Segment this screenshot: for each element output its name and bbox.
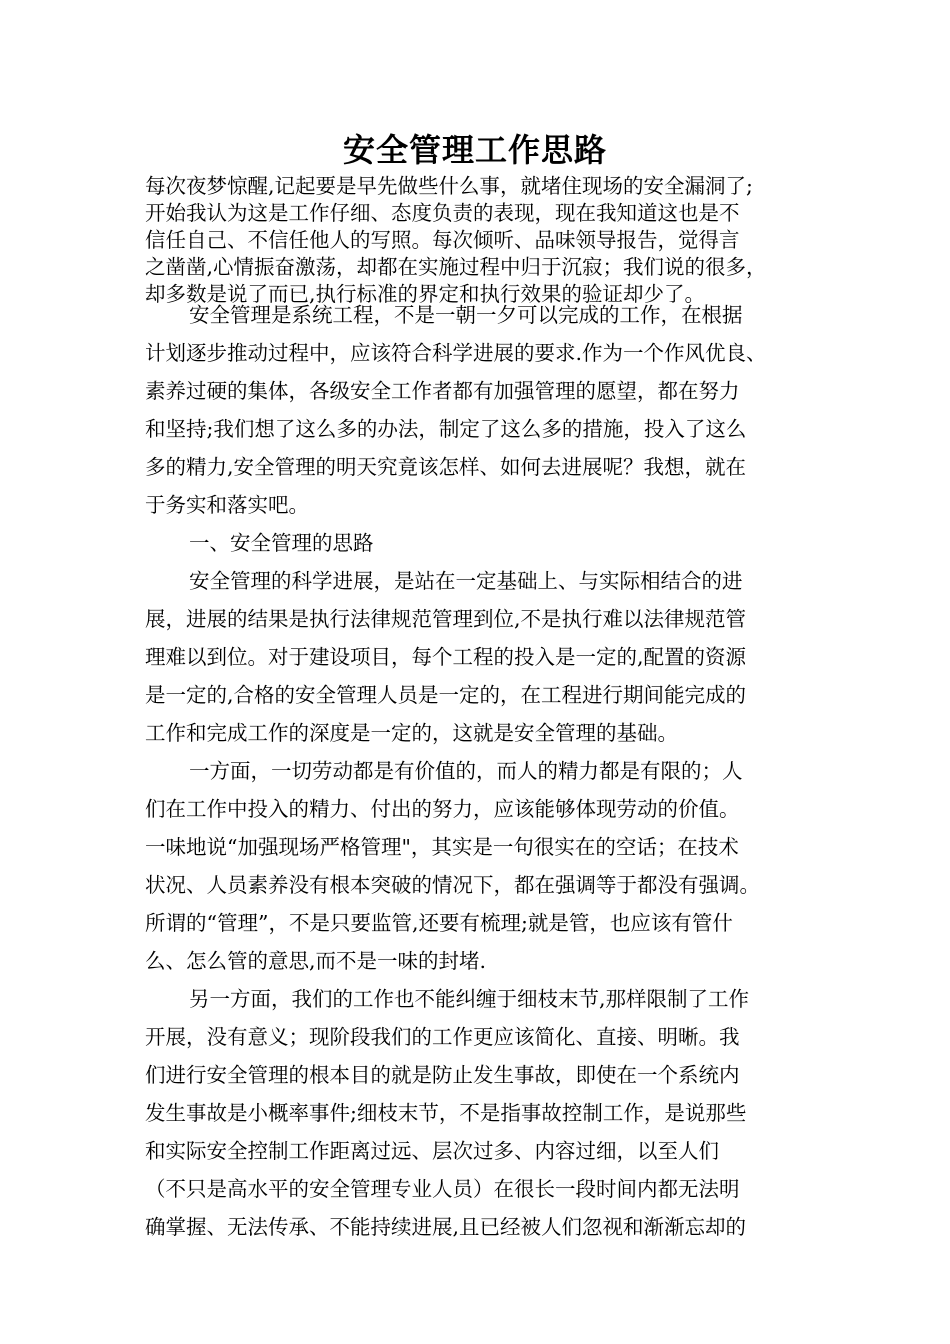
paragraph-line: 发生事故是小概率事件;细枝末节，不是指事故控制工作，是说那些 xyxy=(145,1101,747,1125)
paragraph-other-side xyxy=(145,980,825,1246)
paragraph-line: 安全管理是系统工程，不是一朝一夕可以完成的工作，在根据 xyxy=(189,303,743,327)
paragraph-line: 和实际安全控制工作距离过远、层次过多、内容过细，以至人们 xyxy=(145,1139,719,1163)
intro-line: 信任自己、不信任他人的写照。每次倾听、品味领导报告，觉得言 xyxy=(145,228,740,252)
paragraph-line: 计划逐步推动过程中，应该符合科学进展的要求.作为一个作风优良、 xyxy=(145,341,767,365)
paragraph-line: 确掌握、无法传承、不能持续进展,且已经被人们忽视和渐渐忘却的 xyxy=(145,1215,747,1239)
intro-line: 之凿凿,心情振奋激荡，却都在实施过程中归于沉寂；我们说的很多， xyxy=(145,255,767,279)
intro-line: 却多数是说了而已,执行标准的界定和执行效果的验证却少了。 xyxy=(145,282,706,306)
document-title: 安全管理工作思路 xyxy=(342,131,607,169)
paragraph-line: 素养过硬的集体，各级安全工作者都有加强管理的愿望，都在努力 xyxy=(145,379,740,403)
paragraph-line: 理难以到位。对于建设项目，每个工程的投入是一定的,配置的资源 xyxy=(145,645,747,669)
paragraph-line: 安全管理的科学进展，是站在一定基础上、与实际相结合的进 xyxy=(189,569,743,593)
paragraph-line: 一方面，一切劳动都是有价值的，而人的精力都是有限的；人 xyxy=(189,759,743,783)
paragraph-line: 么、怎么管的意思,而不是一味的封堵. xyxy=(145,949,487,973)
paragraph-line: 们进行安全管理的根本目的就是防止发生事故，即使在一个系统内 xyxy=(145,1063,740,1087)
paragraph-line: 展，进展的结果是执行法律规范管理到位,不是执行难以法律规范管 xyxy=(145,607,747,631)
paragraph-line: 一味地说“加强现场严格管理"，其实是一句很实在的空话；在技术 xyxy=(145,835,739,859)
paragraph-line: 另一方面，我们的工作也不能纠缠于细枝末节,那样限制了工作 xyxy=(189,987,750,1011)
paragraph-system-engineering xyxy=(145,296,825,524)
intro-line: 开始我认为这是工作仔细、态度负责的表现，现在我知道这也是不 xyxy=(145,201,740,225)
paragraph-scientific-progress xyxy=(145,562,825,752)
paragraph-line: 是一定的,合格的安全管理人员是一定的，在工程进行期间能完成的 xyxy=(145,683,747,707)
paragraph-line: 多的精力,安全管理的明天究竟该怎样、如何去进展呢？我想，就在 xyxy=(145,455,747,479)
paragraph-line: 和坚持;我们想了这么多的办法，制定了这么多的措施，投入了这么 xyxy=(145,417,747,441)
paragraph-line: 于务实和落实吧。 xyxy=(145,493,309,517)
paragraph-line: 工作和完成工作的深度是一定的，这就是安全管理的基础。 xyxy=(145,721,678,745)
intro-paragraph xyxy=(145,173,825,308)
paragraph-one-side xyxy=(145,752,825,980)
paragraph-line: 们在工作中投入的精力、付出的努力，应该能够体现劳动的价值。 xyxy=(145,797,740,821)
document-body xyxy=(145,296,825,1246)
intro-line: 每次夜梦惊醒,记起要是早先做些什么事，就堵住现场的安全漏洞了; xyxy=(145,174,753,198)
paragraph-line: 开展，没有意义；现阶段我们的工作更应该简化、直接、明晰。我 xyxy=(145,1025,740,1049)
paragraph-line: （不只是高水平的安全管理专业人员）在很长一段时间内都无法明 xyxy=(145,1177,740,1201)
section-heading: 一、安全管理的思路 xyxy=(189,531,374,555)
paragraph-line: 状况、人员素养没有根本突破的情况下，都在强调等于都没有强调。 xyxy=(145,873,760,897)
paragraph-line: 所谓的“管理”，不是只要监管,还要有梳理;就是管，也应该有管什 xyxy=(145,911,733,935)
